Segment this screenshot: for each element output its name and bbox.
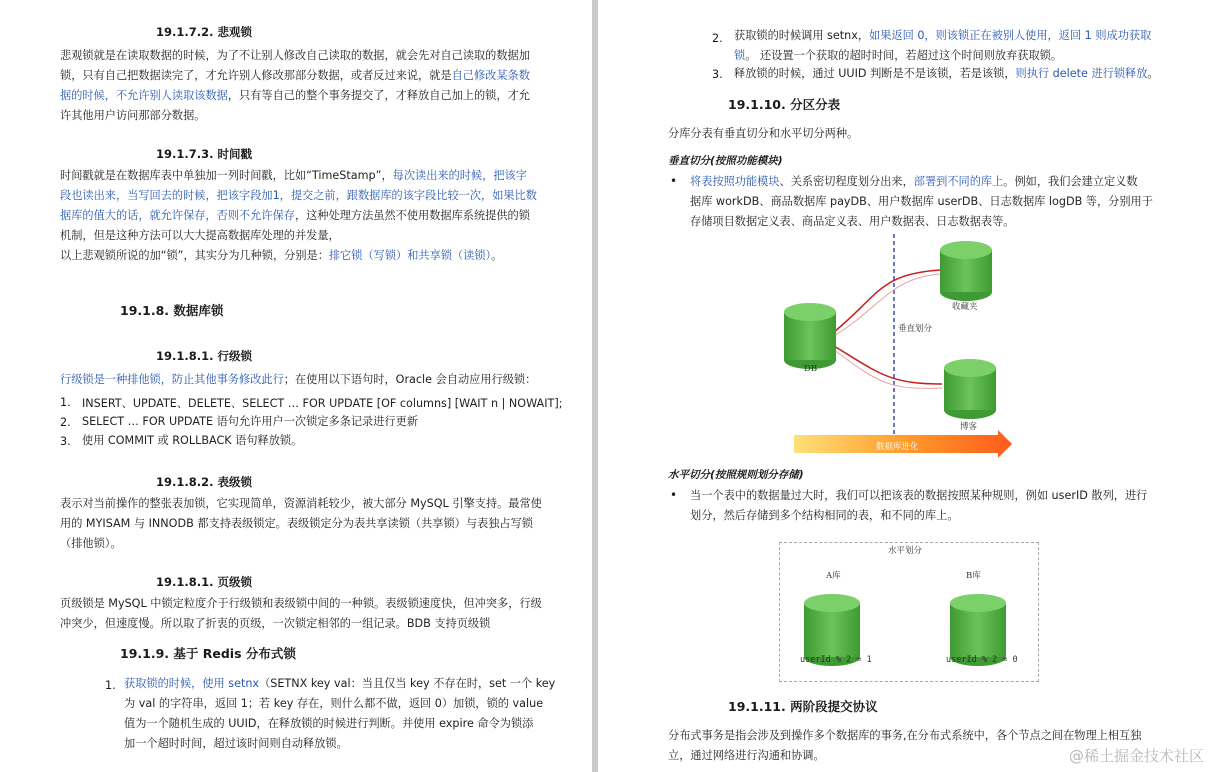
timestamp-paragraph: 时间戳就是在数据库表中单独加一列时间戳，比如“TimeStamp”，每次读出来的时候，把该字 段也读出来，当写回去的时候，把该字段加1，提交之前，跟数据库的该字段比较一次，如果比数 据库的值大的话，就允许保存，否则不允许保存，这种处理方法虽然不使用数据库系统提供的锁 机制，但是这种方法可以大大提高数据库处理的并发量， bbox=[60, 169, 537, 242]
row-lock-item: SELECT … FOR UPDATE 语句允许用户一次锁定多条记录进行更新 bbox=[82, 415, 418, 428]
blog-db-cylinder bbox=[944, 359, 996, 419]
right-page bbox=[598, 0, 1214, 772]
heading-page-lock: 19.1.8.1. 页级锁 bbox=[156, 575, 252, 589]
row-lock-intro: 行级锁是一种排他锁，防止其他事务修改此行；在使用以下语句时，Oracle 会自动应用行级锁： bbox=[60, 373, 537, 386]
db-label: DB bbox=[804, 364, 818, 374]
watermark: @稀土掘金技术社区 bbox=[1068, 747, 1204, 765]
heading-table-lock: 19.1.8.2. 表级锁 bbox=[156, 475, 252, 489]
heading-pessimistic-lock: 19.1.7.2. 悲观锁 bbox=[156, 25, 252, 39]
redis-lock-item-2: 获取锁的时候调用 setnx，如果返回 0，则该锁正在被别人使用，返回 1 则成功获取 锁。 还设置一个获取的超时时间，若超过这个时间则放弃获取锁。 bbox=[734, 29, 1152, 62]
db-a-label: A库 bbox=[826, 571, 841, 581]
sharding-intro: 分库分表有垂直切分和水平切分两种。 bbox=[668, 127, 859, 140]
page-lock-paragraph: 页级锁是 MySQL 中锁定粒度介于行级锁和表级锁中间的一种锁。表级锁速度快，但冲突多，行级 冲突少，但速度慢。所以取了折衷的页级，一次锁定相邻的一组记录。BDB 支持页级锁 bbox=[60, 597, 542, 630]
heading-sharding: 19.1.10. 分区分表 bbox=[728, 97, 841, 112]
heading-row-lock: 19.1.8.1. 行级锁 bbox=[156, 349, 252, 363]
lock-types-line: 以上悲观锁所说的加“锁”，其实分为几种锁，分别是：排它锁（写锁）和共享锁（读锁）。 bbox=[60, 249, 503, 262]
blog-label: 博客 bbox=[960, 422, 978, 432]
connector-line bbox=[834, 346, 942, 384]
list-number: 1. bbox=[60, 396, 71, 409]
list-number: 1. bbox=[105, 679, 116, 692]
row-lock-item: 使用 COMMIT 或 ROLLBACK 语句释放锁。 bbox=[82, 434, 303, 447]
table-lock-paragraph: 表示对当前操作的整张表加锁，它实现简单，资源消耗较少，被大部分 MySQL 引擎支持。最常使 用的 MYISAM 与 INNODB 都支持表级锁定。表级锁定分为表共享读锁（共享锁）与表独占写锁 （排他锁）。 bbox=[60, 497, 542, 550]
horizontal-split-diagram bbox=[779, 542, 1039, 682]
horizontal-split-label: 水平切分(按照规则划分存储) bbox=[668, 469, 804, 481]
bullet-icon: • bbox=[670, 488, 678, 502]
pessimistic-lock-paragraph: 悲观锁就是在读取数据的时候，为了不让别人修改自己读取的数据，就会先对自己读取的数据加 锁，只有自己把数据读完了，才允许别人修改那部分数据，或者反过来说，就是自己修改某条数 据的时候，不允许别人读取该数据，只有等自己的整个事务提交了，才释放自己加上的锁，才允 许其他用户访问那部分数据。 bbox=[60, 49, 530, 122]
list-number: 2. bbox=[60, 416, 71, 429]
db-a-rule: userId % 2 = 1 bbox=[800, 655, 872, 665]
db-cylinder bbox=[784, 303, 836, 369]
heading-timestamp: 19.1.7.3. 时间戳 bbox=[156, 147, 252, 161]
left-page bbox=[0, 0, 592, 772]
vertical-split-paragraph: 将表按照功能模块、关系密切程度划分出来，部署到不同的库上。例如，我们会建立定义数 据库 workDB、商品数据库 payDB、用户数据库 userDB、日志数据库 logDB 等，分别用于 存储项目数据定义表、商品定义表、用户数据表、日志数据表等。 bbox=[690, 175, 1153, 228]
redis-lock-item-3: 释放锁的时候，通过 UUID 判断是不是该锁，若是该锁，则执行 delete 进行锁释放。 bbox=[734, 67, 1159, 80]
evolution-label: 数据库进化 bbox=[876, 442, 919, 452]
row-lock-item: INSERT、UPDATE、DELETE、SELECT … FOR UPDATE [OF columns] [WAIT n | NOWAIT]; bbox=[82, 397, 563, 410]
vertical-split-diagram bbox=[780, 234, 1032, 460]
db-b-rule: userId % 2 = 0 bbox=[946, 655, 1018, 665]
favorites-db-cylinder bbox=[940, 241, 992, 301]
horizontal-split-paragraph: 当一个表中的数据量过大时，我们可以把该表的数据按照某种规则，例如 userID 散列，进行 划分，然后存储到多个结构相同的表，和不同的库上。 bbox=[690, 489, 1148, 522]
list-number: 2. bbox=[712, 32, 723, 45]
bullet-icon: • bbox=[670, 174, 678, 188]
split-label: 垂直划分 bbox=[898, 324, 933, 334]
db-b-label: B库 bbox=[966, 571, 981, 581]
diagram-title: 水平划分 bbox=[888, 546, 923, 556]
favorites-label: 收藏夹 bbox=[952, 302, 978, 312]
two-phase-commit-paragraph: 分布式事务是指会涉及到操作多个数据库的事务,在分布式系统中，各个节点之间在物理上相互独 立，通过网络进行沟通和协调。 bbox=[668, 729, 1142, 762]
heading-two-phase-commit: 19.1.11. 两阶段提交协议 bbox=[728, 699, 878, 714]
list-number: 3. bbox=[712, 68, 723, 81]
vertical-split-label: 垂直切分(按照功能模块) bbox=[668, 155, 783, 167]
heading-database-lock: 19.1.8. 数据库锁 bbox=[120, 303, 224, 318]
heading-redis-lock: 19.1.9. 基于 Redis 分布式锁 bbox=[120, 646, 296, 661]
redis-lock-item: 获取锁的时候，使用 setnx（SETNX key val：当且仅当 key 不存在时，set 一个 key 为 val 的字符串，返回 1；若 key 存在，则什么都不做，返回 0）加锁，锁的 value 值为一个随机生成的 UUID，在释放锁的时候进行判断。并使用 expire 命令为锁添 加一个超时时间，超过该时间则自动释放锁。 bbox=[124, 677, 556, 750]
vertical-split-svg bbox=[780, 234, 1032, 460]
list-number: 3. bbox=[60, 435, 71, 448]
